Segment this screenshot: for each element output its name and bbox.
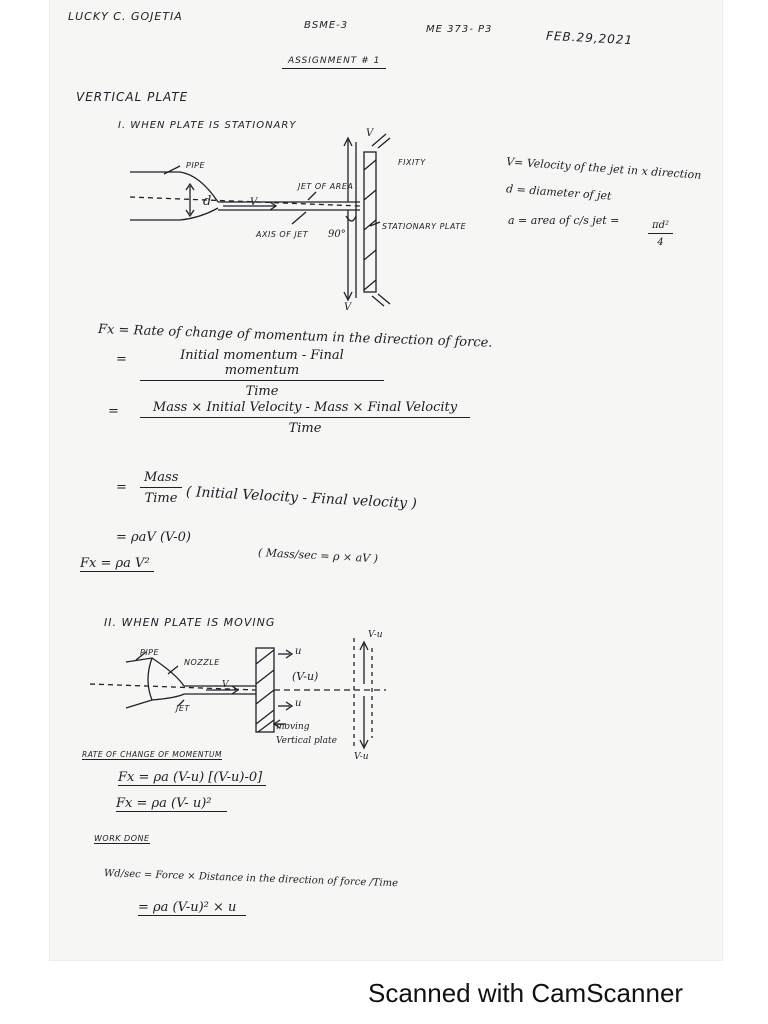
- section1-subtitle: I. WHEN PLATE IS STATIONARY: [118, 120, 297, 131]
- stationary-plate-diagram: [120, 130, 500, 310]
- moving-plate-label: moving Vertical plate: [276, 722, 337, 747]
- relative-velocity-label: (V-u): [292, 670, 319, 683]
- vu-label-bottom: V-u: [354, 752, 369, 762]
- equals-2: =: [108, 404, 119, 419]
- area-formula-numerator: πd²: [648, 220, 673, 234]
- date: FEB.29,2021: [545, 28, 634, 48]
- mass-per-sec-note: ( Mass/sec = ρ × aV ): [257, 546, 379, 566]
- section2-subtitle: II. WHEN PLATE IS MOVING: [104, 616, 276, 629]
- stationary-plate-label: STATIONARY PLATE: [382, 222, 467, 231]
- equals-3: =: [116, 480, 127, 495]
- nozzle-label: NOZZLE: [184, 658, 220, 667]
- equals-1: =: [116, 352, 127, 367]
- equation-3-rest: ( Initial Velocity - Final velocity ): [185, 484, 418, 513]
- rate-of-change-title: RATE OF CHANGE OF MOMENTUM: [82, 750, 222, 759]
- section-code: BSME-3: [304, 20, 349, 31]
- velocity-up-label: V: [366, 128, 374, 139]
- equation-3: [140, 470, 182, 506]
- area-formula-denominator: 4: [657, 237, 664, 248]
- velocity-down-label: V: [344, 302, 352, 313]
- equation-2-denominator: Time: [288, 421, 322, 436]
- section-title: VERTICAL PLATE: [76, 90, 189, 104]
- assignment-title: ASSIGNMENT # 1: [282, 56, 386, 69]
- equation-1-numerator: Initial momentum - Final momentum: [140, 348, 384, 381]
- jet-area-label: JET OF AREA: [298, 182, 354, 191]
- equation-5: Fx = ρa V²: [80, 556, 154, 572]
- pipe-label-2: PIPE: [140, 648, 160, 657]
- area-formula: [648, 220, 673, 248]
- equation-2: [140, 400, 470, 436]
- equation-3-denominator: Time: [144, 491, 178, 506]
- work-equation-1: Wd/sec = Force × Distance in the direction of force /Time: [103, 868, 399, 890]
- jet-label: JET: [176, 704, 190, 713]
- equation-1: [140, 348, 384, 399]
- rate-equation-1: Fx = ρa (V-u) [(V-u)-0]: [118, 770, 266, 786]
- fx-definition: Fx = Rate of change of momentum in the direction of force.: [97, 322, 493, 351]
- velocity-label: V: [250, 197, 258, 208]
- legend-area: a = area of c/s jet =: [508, 214, 620, 227]
- angle-label: 90°: [328, 229, 346, 240]
- student-name: LUCKY C. GOJETIA: [68, 10, 183, 23]
- pipe-label: PIPE: [186, 161, 206, 170]
- u-label-bottom: u: [295, 698, 302, 709]
- legend-velocity: V= Velocity of the jet in x direction: [505, 155, 702, 182]
- velocity-label-2: V: [222, 680, 229, 690]
- equation-2-numerator: Mass × Initial Velocity - Mass × Final Velocity: [140, 400, 470, 418]
- moving-plate-diagram: [86, 628, 406, 768]
- equation-1-denominator: Time: [245, 384, 279, 399]
- course-code: ME 373- P3: [426, 24, 493, 35]
- fixity-label: FIXITY: [398, 158, 426, 167]
- camscanner-watermark: Scanned with CamScanner: [368, 978, 684, 1008]
- vu-label-top: V-u: [368, 630, 383, 640]
- legend-diameter: d = diameter of jet: [505, 182, 612, 203]
- equation-4: = ρaV (V-0): [116, 530, 191, 545]
- equation-3-numerator: Mass: [140, 470, 182, 488]
- u-label-top: u: [295, 646, 302, 657]
- work-equation-2: = ρa (V-u)² × u: [138, 900, 246, 916]
- rate-equation-2: Fx = ρa (V- u)²: [116, 796, 227, 812]
- work-done-title: WORK DONE: [94, 834, 150, 843]
- axis-of-jet-label: AXIS OF JET: [256, 230, 309, 239]
- diameter-label: d: [203, 194, 212, 209]
